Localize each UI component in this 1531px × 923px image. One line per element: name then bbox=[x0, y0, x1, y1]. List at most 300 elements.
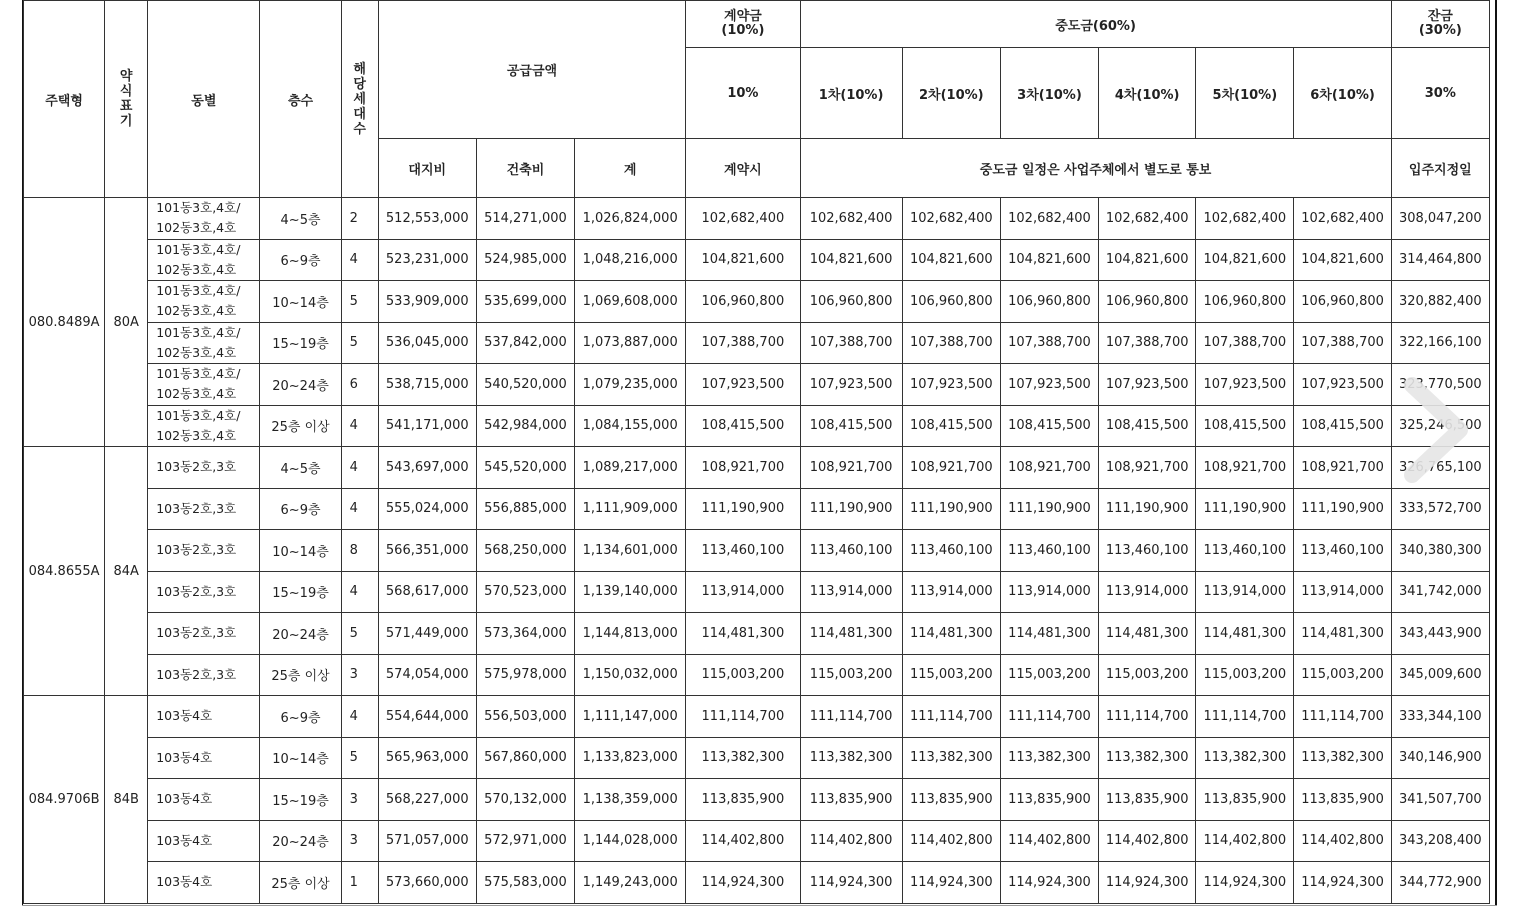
balance-cell: 344,772,900 bbox=[1391, 862, 1489, 904]
unit-count-cell: 8 bbox=[341, 530, 378, 572]
table-row bbox=[24, 654, 1490, 696]
building-line: 103동2호,3호 bbox=[156, 459, 237, 475]
unit-count-cell: 5 bbox=[341, 322, 378, 364]
floor-cell: 10~14층 bbox=[260, 530, 341, 572]
table-row bbox=[24, 447, 1490, 489]
middle-payment-cell: 107,923,500 bbox=[1099, 364, 1196, 406]
middle-payment-cell: 108,415,500 bbox=[1099, 405, 1196, 447]
unit-count-cell: 4 bbox=[341, 405, 378, 447]
middle-payment-cell: 113,835,900 bbox=[1294, 779, 1391, 821]
building-line: 103동2호,3호 bbox=[156, 583, 237, 599]
unit-count-cell: 4 bbox=[341, 239, 378, 281]
building-cell bbox=[148, 530, 260, 572]
middle-payment-cell: 113,382,300 bbox=[800, 737, 902, 779]
deposit-cell: 113,914,000 bbox=[686, 571, 800, 613]
construction-cost-cell: 556,503,000 bbox=[476, 696, 574, 738]
land-cost-cell: 512,553,000 bbox=[378, 198, 476, 240]
unit-count-cell: 3 bbox=[341, 779, 378, 821]
table-row bbox=[24, 862, 1490, 904]
total-cell: 1,111,147,000 bbox=[575, 696, 686, 738]
total-cell: 1,139,140,000 bbox=[575, 571, 686, 613]
middle-payment-cell: 111,190,900 bbox=[902, 488, 1000, 530]
housing-type-cell: 084.9706B bbox=[24, 696, 105, 904]
middle-payment-cell: 115,003,200 bbox=[902, 654, 1000, 696]
middle-payment-cell: 111,114,700 bbox=[1000, 696, 1098, 738]
deposit-cell: 106,960,800 bbox=[686, 281, 800, 323]
unit-count-cell: 4 bbox=[341, 447, 378, 489]
middle-payment-cell: 108,921,700 bbox=[1000, 447, 1098, 489]
housing-type-cell: 080.8489A bbox=[24, 198, 105, 447]
deposit-cell: 107,388,700 bbox=[686, 322, 800, 364]
total-cell: 1,048,216,000 bbox=[575, 239, 686, 281]
table-row bbox=[24, 613, 1490, 655]
deposit-cell: 104,821,600 bbox=[686, 239, 800, 281]
unit-count-cell: 5 bbox=[341, 613, 378, 655]
deposit-cell: 102,682,400 bbox=[686, 198, 800, 240]
building-line: 101동3호,4호/ bbox=[156, 241, 241, 257]
building-cell bbox=[148, 322, 260, 364]
construction-cost-cell: 570,132,000 bbox=[476, 779, 574, 821]
unit-count-cell: 3 bbox=[341, 654, 378, 696]
middle-payment-cell: 102,682,400 bbox=[1196, 198, 1294, 240]
building-line: 101동3호,4호/ bbox=[156, 283, 241, 299]
total-cell: 1,144,028,000 bbox=[575, 820, 686, 862]
chevron-right-icon[interactable] bbox=[1390, 375, 1480, 485]
table-row bbox=[24, 488, 1490, 530]
construction-cost-cell: 540,520,000 bbox=[476, 364, 574, 406]
balance-cell: 340,380,300 bbox=[1391, 530, 1489, 572]
middle-payment-cell: 115,003,200 bbox=[1099, 654, 1196, 696]
middle-payment-cell: 108,921,700 bbox=[1196, 447, 1294, 489]
middle-payment-cell: 113,460,100 bbox=[1099, 530, 1196, 572]
construction-cost-cell: 567,860,000 bbox=[476, 737, 574, 779]
middle-payment-cell: 114,481,300 bbox=[1196, 613, 1294, 655]
deposit-cell: 107,923,500 bbox=[686, 364, 800, 406]
header-middle-round-5: 5차(10%) bbox=[1196, 48, 1294, 139]
middle-payment-cell: 111,190,900 bbox=[1196, 488, 1294, 530]
housing-type-cell: 084.8655A bbox=[24, 447, 105, 696]
building-line: 101동3호,4호/ bbox=[156, 324, 241, 340]
middle-payment-cell: 114,402,800 bbox=[800, 820, 902, 862]
building-cell bbox=[148, 820, 260, 862]
balance-cell: 325,246,500 bbox=[1391, 405, 1489, 447]
middle-payment-cell: 114,924,300 bbox=[1196, 862, 1294, 904]
deposit-cell: 108,415,500 bbox=[686, 405, 800, 447]
middle-payment-cell: 107,388,700 bbox=[1294, 322, 1391, 364]
balance-cell: 322,166,100 bbox=[1391, 322, 1489, 364]
building-cell bbox=[148, 779, 260, 821]
balance-cell: 326,765,100 bbox=[1391, 447, 1489, 489]
middle-payment-cell: 115,003,200 bbox=[1196, 654, 1294, 696]
header-middle-round-4: 4차(10%) bbox=[1099, 48, 1196, 139]
building-line: 101동3호,4호/ bbox=[156, 407, 241, 423]
middle-payment-cell: 102,682,400 bbox=[1000, 198, 1098, 240]
middle-payment-cell: 107,923,500 bbox=[1000, 364, 1098, 406]
table-body bbox=[24, 198, 1490, 904]
header-deposit: 계약금 (10%) bbox=[686, 1, 800, 48]
middle-payment-cell: 114,402,800 bbox=[902, 820, 1000, 862]
deposit-cell: 115,003,200 bbox=[686, 654, 800, 696]
middle-payment-cell: 107,923,500 bbox=[800, 364, 902, 406]
floor-cell: 6~9층 bbox=[260, 488, 341, 530]
middle-payment-cell: 111,114,700 bbox=[1196, 696, 1294, 738]
middle-payment-cell: 114,402,800 bbox=[1294, 820, 1391, 862]
building-line: 103동4호 bbox=[156, 874, 213, 890]
middle-payment-cell: 108,921,700 bbox=[800, 447, 902, 489]
floor-cell: 6~9층 bbox=[260, 696, 341, 738]
total-cell: 1,150,032,000 bbox=[575, 654, 686, 696]
middle-payment-cell: 113,460,100 bbox=[1000, 530, 1098, 572]
middle-payment-cell: 107,388,700 bbox=[800, 322, 902, 364]
building-line: 103동4호 bbox=[156, 791, 213, 807]
unit-count-cell: 4 bbox=[341, 571, 378, 613]
building-line: 102동3호,4호 bbox=[156, 261, 237, 277]
land-cost-cell: 568,617,000 bbox=[378, 571, 476, 613]
land-cost-cell: 565,963,000 bbox=[378, 737, 476, 779]
total-cell: 1,073,887,000 bbox=[575, 322, 686, 364]
land-cost-cell: 541,171,000 bbox=[378, 405, 476, 447]
building-cell bbox=[148, 737, 260, 779]
total-cell: 1,111,909,000 bbox=[575, 488, 686, 530]
land-cost-cell: 555,024,000 bbox=[378, 488, 476, 530]
unit-count-cell: 3 bbox=[341, 820, 378, 862]
middle-payment-cell: 111,114,700 bbox=[1294, 696, 1391, 738]
header-middle-payment: 중도금(60%) bbox=[800, 1, 1391, 48]
middle-payment-cell: 113,914,000 bbox=[1000, 571, 1098, 613]
balance-cell: 345,009,600 bbox=[1391, 654, 1489, 696]
total-cell: 1,069,608,000 bbox=[575, 281, 686, 323]
header-deposit-when: 계약시 bbox=[686, 139, 800, 198]
building-cell bbox=[148, 281, 260, 323]
middle-payment-cell: 102,682,400 bbox=[902, 198, 1000, 240]
total-cell: 1,079,235,000 bbox=[575, 364, 686, 406]
header-balance-when: 입주지정일 bbox=[1391, 139, 1489, 198]
middle-payment-cell: 114,924,300 bbox=[800, 862, 902, 904]
deposit-cell: 111,114,700 bbox=[686, 696, 800, 738]
middle-payment-cell: 107,388,700 bbox=[1000, 322, 1098, 364]
middle-payment-cell: 113,914,000 bbox=[902, 571, 1000, 613]
table-row bbox=[24, 696, 1490, 738]
balance-cell: 323,770,500 bbox=[1391, 364, 1489, 406]
middle-payment-cell: 111,114,700 bbox=[800, 696, 902, 738]
building-line: 102동3호,4호 bbox=[156, 303, 237, 319]
middle-payment-cell: 114,924,300 bbox=[1294, 862, 1391, 904]
header-building: 동별 bbox=[148, 1, 260, 198]
table-row bbox=[24, 322, 1490, 364]
middle-payment-cell: 107,923,500 bbox=[902, 364, 1000, 406]
table-row bbox=[24, 281, 1490, 323]
table-row bbox=[24, 530, 1490, 572]
land-cost-cell: 538,715,000 bbox=[378, 364, 476, 406]
building-cell bbox=[148, 488, 260, 530]
total-cell: 1,134,601,000 bbox=[575, 530, 686, 572]
land-cost-cell: 543,697,000 bbox=[378, 447, 476, 489]
middle-payment-cell: 114,402,800 bbox=[1196, 820, 1294, 862]
middle-payment-cell: 104,821,600 bbox=[1099, 239, 1196, 281]
middle-payment-cell: 108,415,500 bbox=[1000, 405, 1098, 447]
building-cell bbox=[148, 198, 260, 240]
building-line: 103동4호 bbox=[156, 708, 213, 724]
total-cell: 1,138,359,000 bbox=[575, 779, 686, 821]
middle-payment-cell: 111,114,700 bbox=[1099, 696, 1196, 738]
middle-payment-cell: 115,003,200 bbox=[800, 654, 902, 696]
middle-payment-cell: 113,914,000 bbox=[1294, 571, 1391, 613]
building-line: 103동2호,3호 bbox=[156, 666, 237, 682]
building-line: 101동3호,4호/ bbox=[156, 366, 241, 382]
middle-payment-cell: 114,402,800 bbox=[1000, 820, 1098, 862]
middle-payment-cell: 102,682,400 bbox=[800, 198, 902, 240]
table-row bbox=[24, 737, 1490, 779]
floor-cell: 10~14층 bbox=[260, 281, 341, 323]
middle-payment-cell: 113,382,300 bbox=[1000, 737, 1098, 779]
middle-payment-cell: 107,388,700 bbox=[902, 322, 1000, 364]
unit-count-cell: 5 bbox=[341, 281, 378, 323]
deposit-cell: 114,924,300 bbox=[686, 862, 800, 904]
middle-payment-cell: 115,003,200 bbox=[1294, 654, 1391, 696]
total-cell: 1,089,217,000 bbox=[575, 447, 686, 489]
building-line: 102동3호,4호 bbox=[156, 386, 237, 402]
floor-cell: 15~19층 bbox=[260, 322, 341, 364]
unit-count-cell: 1 bbox=[341, 862, 378, 904]
construction-cost-cell: 575,583,000 bbox=[476, 862, 574, 904]
middle-payment-cell: 106,960,800 bbox=[1196, 281, 1294, 323]
middle-payment-cell: 111,190,900 bbox=[1099, 488, 1196, 530]
building-cell bbox=[148, 364, 260, 406]
middle-payment-cell: 104,821,600 bbox=[1196, 239, 1294, 281]
middle-payment-cell: 113,835,900 bbox=[902, 779, 1000, 821]
balance-cell: 341,742,000 bbox=[1391, 571, 1489, 613]
construction-cost-cell: 524,985,000 bbox=[476, 239, 574, 281]
balance-cell: 314,464,800 bbox=[1391, 239, 1489, 281]
building-line: 102동3호,4호 bbox=[156, 344, 237, 360]
total-cell: 1,084,155,000 bbox=[575, 405, 686, 447]
building-cell bbox=[148, 862, 260, 904]
middle-payment-cell: 108,921,700 bbox=[902, 447, 1000, 489]
middle-payment-cell: 104,821,600 bbox=[1294, 239, 1391, 281]
middle-payment-cell: 113,835,900 bbox=[800, 779, 902, 821]
middle-payment-cell: 113,460,100 bbox=[902, 530, 1000, 572]
middle-payment-cell: 113,382,300 bbox=[1196, 737, 1294, 779]
table-row bbox=[24, 239, 1490, 281]
building-line: 103동2호,3호 bbox=[156, 625, 237, 641]
header-unit-count: 해 당 세 대 수 bbox=[341, 1, 378, 198]
middle-payment-cell: 102,682,400 bbox=[1099, 198, 1196, 240]
total-cell: 1,133,823,000 bbox=[575, 737, 686, 779]
header-middle-round-1: 1차(10%) bbox=[800, 48, 902, 139]
header-middle-round-2: 2차(10%) bbox=[902, 48, 1000, 139]
deposit-cell: 108,921,700 bbox=[686, 447, 800, 489]
middle-payment-cell: 106,960,800 bbox=[1099, 281, 1196, 323]
building-line: 102동3호,4호 bbox=[156, 220, 237, 236]
header-land-cost: 대지비 bbox=[378, 139, 476, 198]
unit-count-cell: 2 bbox=[341, 198, 378, 240]
header-deposit-pct: 10% bbox=[686, 48, 800, 139]
floor-cell: 15~19층 bbox=[260, 571, 341, 613]
land-cost-cell: 523,231,000 bbox=[378, 239, 476, 281]
middle-payment-cell: 107,388,700 bbox=[1196, 322, 1294, 364]
middle-payment-cell: 114,402,800 bbox=[1099, 820, 1196, 862]
header-housing-type: 주택형 bbox=[24, 1, 105, 198]
floor-cell: 25층 이상 bbox=[260, 654, 341, 696]
middle-payment-cell: 111,190,900 bbox=[800, 488, 902, 530]
unit-count-cell: 4 bbox=[341, 696, 378, 738]
building-cell bbox=[148, 239, 260, 281]
table-row bbox=[24, 779, 1490, 821]
construction-cost-cell: 568,250,000 bbox=[476, 530, 574, 572]
middle-payment-cell: 106,960,800 bbox=[902, 281, 1000, 323]
middle-payment-cell: 113,835,900 bbox=[1196, 779, 1294, 821]
building-line: 102동3호,4호 bbox=[156, 427, 237, 443]
deposit-cell: 113,382,300 bbox=[686, 737, 800, 779]
floor-cell: 20~24층 bbox=[260, 364, 341, 406]
header-middle-note: 중도금 일정은 사업주체에서 별도로 통보 bbox=[800, 139, 1391, 198]
building-cell bbox=[148, 447, 260, 489]
balance-cell: 333,572,700 bbox=[1391, 488, 1489, 530]
middle-payment-cell: 106,960,800 bbox=[800, 281, 902, 323]
middle-payment-cell: 114,481,300 bbox=[800, 613, 902, 655]
land-cost-cell: 533,909,000 bbox=[378, 281, 476, 323]
short-code-cell: 84A bbox=[105, 447, 148, 696]
table-row bbox=[24, 364, 1490, 406]
construction-cost-cell: 537,842,000 bbox=[476, 322, 574, 364]
land-cost-cell: 536,045,000 bbox=[378, 322, 476, 364]
header-middle-round-3: 3차(10%) bbox=[1000, 48, 1098, 139]
construction-cost-cell: 570,523,000 bbox=[476, 571, 574, 613]
middle-payment-cell: 104,821,600 bbox=[1000, 239, 1098, 281]
total-cell: 1,026,824,000 bbox=[575, 198, 686, 240]
floor-cell: 20~24층 bbox=[260, 613, 341, 655]
header-balance-pct: 30% bbox=[1391, 48, 1489, 139]
middle-payment-cell: 114,481,300 bbox=[902, 613, 1000, 655]
unit-count-cell: 6 bbox=[341, 364, 378, 406]
building-cell bbox=[148, 405, 260, 447]
building-cell bbox=[148, 613, 260, 655]
land-cost-cell: 573,660,000 bbox=[378, 862, 476, 904]
short-code-cell: 84B bbox=[105, 696, 148, 904]
middle-payment-cell: 108,415,500 bbox=[902, 405, 1000, 447]
middle-payment-cell: 108,921,700 bbox=[1099, 447, 1196, 489]
building-line: 101동3호,4호/ bbox=[156, 200, 241, 216]
supply-price-table bbox=[23, 0, 1490, 904]
land-cost-cell: 554,644,000 bbox=[378, 696, 476, 738]
floor-cell: 4~5층 bbox=[260, 198, 341, 240]
header-floor: 층수 bbox=[260, 1, 341, 198]
header-construction-cost: 건축비 bbox=[476, 139, 574, 198]
building-line: 103동2호,3호 bbox=[156, 500, 237, 516]
middle-payment-cell: 113,460,100 bbox=[1196, 530, 1294, 572]
header-middle-round-6: 6차(10%) bbox=[1294, 48, 1391, 139]
balance-cell: 343,443,900 bbox=[1391, 613, 1489, 655]
balance-cell: 343,208,400 bbox=[1391, 820, 1489, 862]
middle-payment-cell: 111,114,700 bbox=[902, 696, 1000, 738]
middle-payment-cell: 113,460,100 bbox=[1294, 530, 1391, 572]
deposit-cell: 114,402,800 bbox=[686, 820, 800, 862]
header-balance: 잔금 (30%) bbox=[1391, 1, 1489, 48]
balance-cell: 320,882,400 bbox=[1391, 281, 1489, 323]
middle-payment-cell: 111,190,900 bbox=[1294, 488, 1391, 530]
deposit-cell: 113,835,900 bbox=[686, 779, 800, 821]
middle-payment-cell: 113,835,900 bbox=[1099, 779, 1196, 821]
land-cost-cell: 571,057,000 bbox=[378, 820, 476, 862]
table-row bbox=[24, 405, 1490, 447]
construction-cost-cell: 572,971,000 bbox=[476, 820, 574, 862]
table-row bbox=[24, 198, 1490, 240]
construction-cost-cell: 542,984,000 bbox=[476, 405, 574, 447]
balance-cell: 340,146,900 bbox=[1391, 737, 1489, 779]
header-supply-amount: 공급금액 bbox=[378, 1, 686, 139]
middle-payment-cell: 107,923,500 bbox=[1294, 364, 1391, 406]
construction-cost-cell: 575,978,000 bbox=[476, 654, 574, 696]
construction-cost-cell: 556,885,000 bbox=[476, 488, 574, 530]
page-bottom-edge bbox=[22, 905, 1497, 923]
middle-payment-cell: 115,003,200 bbox=[1000, 654, 1098, 696]
deposit-cell: 114,481,300 bbox=[686, 613, 800, 655]
table-row bbox=[24, 571, 1490, 613]
floor-cell: 4~5층 bbox=[260, 447, 341, 489]
middle-payment-cell: 113,382,300 bbox=[1099, 737, 1196, 779]
unit-count-cell: 4 bbox=[341, 488, 378, 530]
construction-cost-cell: 514,271,000 bbox=[476, 198, 574, 240]
deposit-cell: 113,460,100 bbox=[686, 530, 800, 572]
middle-payment-cell: 106,960,800 bbox=[1294, 281, 1391, 323]
middle-payment-cell: 114,481,300 bbox=[1294, 613, 1391, 655]
middle-payment-cell: 113,914,000 bbox=[1196, 571, 1294, 613]
building-line: 103동2호,3호 bbox=[156, 542, 237, 558]
building-line: 103동4호 bbox=[156, 832, 213, 848]
balance-cell: 333,344,100 bbox=[1391, 696, 1489, 738]
construction-cost-cell: 545,520,000 bbox=[476, 447, 574, 489]
balance-cell: 341,507,700 bbox=[1391, 779, 1489, 821]
building-cell bbox=[148, 696, 260, 738]
table-row bbox=[24, 820, 1490, 862]
construction-cost-cell: 535,699,000 bbox=[476, 281, 574, 323]
middle-payment-cell: 102,682,400 bbox=[1294, 198, 1391, 240]
middle-payment-cell: 114,924,300 bbox=[1000, 862, 1098, 904]
floor-cell: 20~24층 bbox=[260, 820, 341, 862]
middle-payment-cell: 111,190,900 bbox=[1000, 488, 1098, 530]
middle-payment-cell: 104,821,600 bbox=[800, 239, 902, 281]
land-cost-cell: 571,449,000 bbox=[378, 613, 476, 655]
total-cell: 1,149,243,000 bbox=[575, 862, 686, 904]
middle-payment-cell: 108,415,500 bbox=[1196, 405, 1294, 447]
middle-payment-cell: 108,921,700 bbox=[1294, 447, 1391, 489]
middle-payment-cell: 114,481,300 bbox=[1099, 613, 1196, 655]
floor-cell: 6~9층 bbox=[260, 239, 341, 281]
middle-payment-cell: 113,382,300 bbox=[902, 737, 1000, 779]
middle-payment-cell: 113,835,900 bbox=[1000, 779, 1098, 821]
balance-cell: 308,047,200 bbox=[1391, 198, 1489, 240]
middle-payment-cell: 106,960,800 bbox=[1000, 281, 1098, 323]
building-cell bbox=[148, 654, 260, 696]
land-cost-cell: 568,227,000 bbox=[378, 779, 476, 821]
middle-payment-cell: 108,415,500 bbox=[1294, 405, 1391, 447]
floor-cell: 25층 이상 bbox=[260, 862, 341, 904]
land-cost-cell: 574,054,000 bbox=[378, 654, 476, 696]
header-total: 계 bbox=[575, 139, 686, 198]
middle-payment-cell: 107,923,500 bbox=[1196, 364, 1294, 406]
middle-payment-cell: 114,924,300 bbox=[902, 862, 1000, 904]
middle-payment-cell: 107,388,700 bbox=[1099, 322, 1196, 364]
floor-cell: 10~14층 bbox=[260, 737, 341, 779]
header-short-code: 약 식 표 기 bbox=[105, 1, 148, 198]
deposit-cell: 111,190,900 bbox=[686, 488, 800, 530]
middle-payment-cell: 113,460,100 bbox=[800, 530, 902, 572]
unit-count-cell: 5 bbox=[341, 737, 378, 779]
construction-cost-cell: 573,364,000 bbox=[476, 613, 574, 655]
middle-payment-cell: 113,382,300 bbox=[1294, 737, 1391, 779]
middle-payment-cell: 104,821,600 bbox=[902, 239, 1000, 281]
middle-payment-cell: 114,924,300 bbox=[1099, 862, 1196, 904]
